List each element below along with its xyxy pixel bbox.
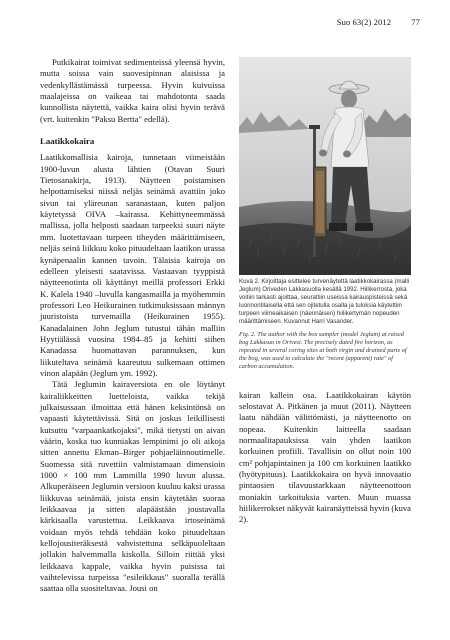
section-spacer	[40, 125, 225, 136]
journal-citation: Suo 63(2) 2012	[336, 17, 392, 27]
right-body-paragraph: kairan kallein osa. Laatikkokairan käytön selostavat A. Pitkänen ja muut (2011). Näytteen laatu nähdään välittömästi, ja näytteenotto on nopeaa. Kuitenkin laitteella saadaan normaalitapauksissa vain yhden laatikon korkuinen profiili. Tavallisin on ollut noin 100 cm² pohjapintainen ja 100 cm korkuinen laatikko (hyötypituus). Laatikkokaira on hyvä innovaatio pintaosien tilavuustarkkaan näytteenottoon moniakin tarkoituksia varten. Muun muassa hiilikerrokset näkyvät kairanäytteissä hyvin (kuva 2).	[239, 389, 411, 525]
photo-author-with-box-sampler	[239, 57, 411, 275]
right-column	[239, 57, 411, 526]
figure-caption-english: Fig. 2. The author with the box sampler (model Jeglum) at raised bog Lakkasuo in Orivesi. The precisely dated fire horizon, as repeated in several coring sites at both virgin and drained parts of the bog, was used to calculate the "recent (apparent) rate" of carbon accumulation.	[239, 330, 407, 371]
body-paragraph-2: Tätä Jeglumin kairaversiota en ole löytänyt kairaliikkeitten luetteloista, vaikka tekijä julkaisussaan ilmoittaa että hänen keksintönsä on vapaasti käytettävissä. Sitä on joskus leikillisesti kutsuttu "varpaankatkojaksi", mikä tietysti on aivan väärin, koska tuo kunniakas lempinimi jo oli aikoja sitten annettu Ekman–Birger pohjaeläinnoutimelle. Suomessa sitä ruvettiin valmistamaan dimensioin 1000 × 100 mm Lammilla 1990 luvun alussa. Alkuperäiseen Jeglumin versioon kuuluu kaksi urassa liikkuvaa seinämää, joista ensin käytetään suoraa leikkaavaa ja sitten alapäästään joustavalla kärkisaalla varustettua. Leikkaava irtoseinämä voidaan myös tehdä tehdään koko pituudeltaan kellojousiteräksestä vahvistettuna selkäpuoleltaan jollakin halvemmalla kiskolla. Silloin riittää yksi leikkaava kappale, vaikka hyvin puisissa tai vaihtelevissa turpeissa "esileikkaus" suoralla terällä saattaa olla suositeltavaa. Jousi on	[40, 379, 225, 594]
figure-caption-finnish: Kuva 2. Kirjoittaja esittelee turvenäytettä laatikkokairassa (malli Jeglum) Oriveden Lakkasuolla kesällä 1992. Hiilikerrosta, joka voitiin tarkasti ajoittaa, seurattiin useissa kairauspisteissä sekä luonnontilaisella että sen ojitetulla osalla ja tuloksia käytettiin turpeen viimeaikaisen (näennäisen) hiilikertymän nopeuden määrittämiseen. Kuvannut Harri Vasander.	[239, 278, 410, 326]
left-text-column	[40, 57, 225, 595]
page-number: 77	[411, 17, 420, 27]
body-paragraph-1: Laatikkomallisia kairoja, tunnetaan viimeistään 1900-luvun alusta lähtien (Otavan Suuri Tietosanakirja, 1913). Näytteen poistamisen helpottamiseksi niissä neljäs seinämä avattiin joko sivun tai yläreunan saranastaan, kuten paljon käytetyssä OIVA –kairassa. Kehittyneemmässä mallissa, jolla helposti saadaan tarpeeksi suuri näyte mm. luotettavaan turpeen tiheyden määrittämiseen, neljäs seinä liikkuu koko pituudeltaan laatikon urassa kynäpenaalin kannen tavoin. Tälaisia kairoja on edelleen yleisesti saatavissa. Vastaavan tyyppistä näytteenotinta oli käyttänyt meillä professori Erkki K. Kalela 1940 –luvulla kangasmailla ja myöhemmin professori Leo Heikurainen tutkimuksissaan männyn juuristoista turvemailla (Heikurainen 1955). Kanadalainen John Jeglum tutustui tähän malliin Hyytiälässä vuosina 1984–85 ja kehitti siihen Kanadassa huomattavan parannuksen, kun liikuteltava seinämä kaareutuu sulkemaan ottimen vinon alapään (Jeglum ym. 1992).	[40, 152, 225, 378]
running-header	[337, 17, 420, 27]
figure-photo	[239, 57, 411, 275]
right-text-block	[239, 390, 411, 526]
intro-paragraph: Putkikairat toimivat sedimenteissä yleensä hyvin, mutta soissa vain suovesipinnan alaisissa ja vedenkyllästämässä turpeessa. Hyvin kuivuissa maalajeissa on vaikeaa tai mahdotonta saada kunnollista näytettä, vaikka kaira olisi hyvin terävä (vrt. kuitenkin "Paksu Bertta" edellä).	[40, 57, 225, 124]
section-heading: Laatikkokaira	[40, 136, 95, 147]
